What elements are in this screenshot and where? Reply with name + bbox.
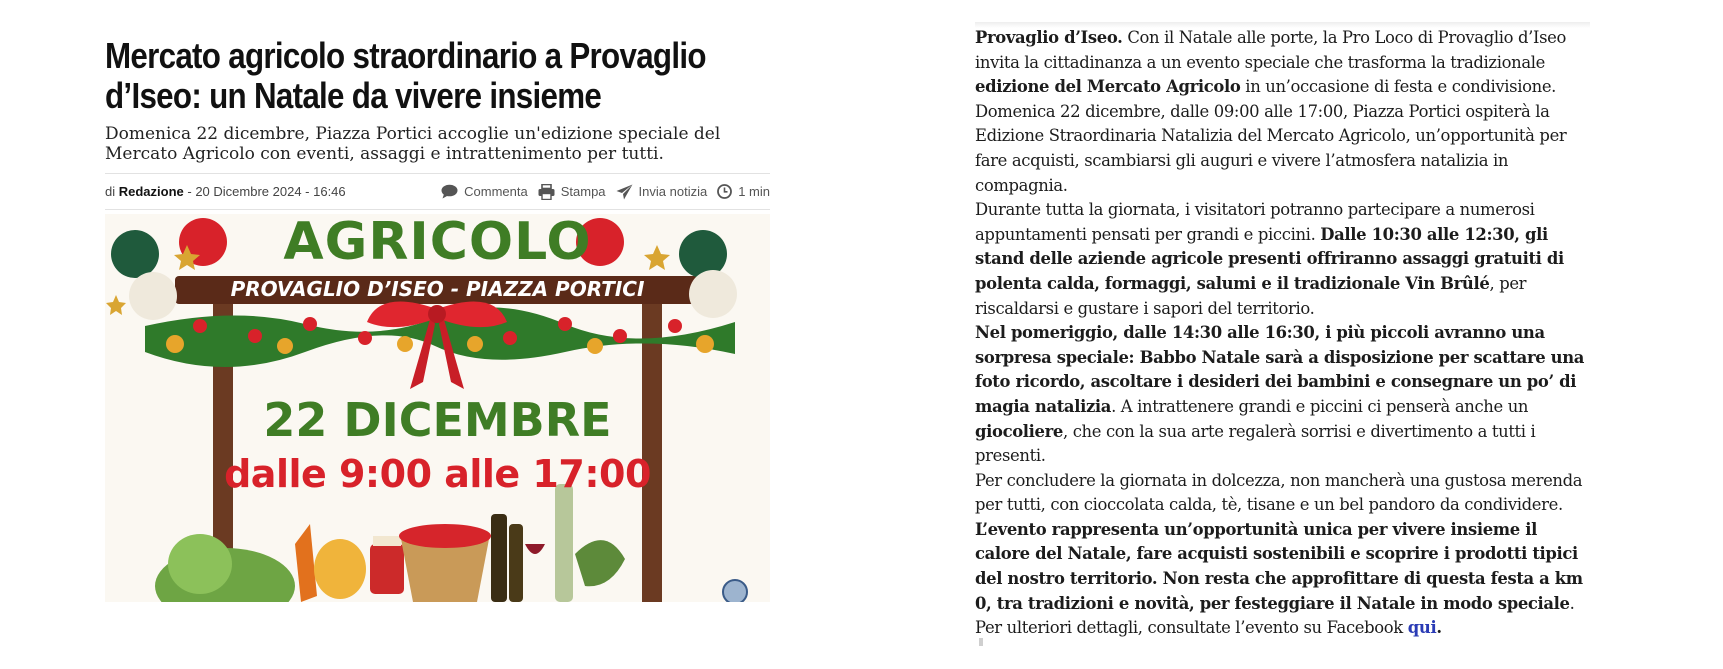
intro-text-b: in un’occasione di festa e condivisione. (1240, 77, 1557, 97)
send-news-label: Invia notizia (638, 184, 708, 199)
divider-mark (979, 638, 983, 646)
schedule-bold: Dalle 10:30 alle 12:30, gli stand delle aziende agricole presenti offriranno assaggi gratuiti di polenta calda, formaggi, salumi e il tradizionale Vin Brûlé (975, 224, 1564, 293)
article-meta-bar (105, 173, 770, 210)
summary-bold: L’evento rappresenta un’opportunità unica per vivere insieme il calore del Natale, fare acquisti sostenibili e scoprire i prodotti tipici del nostro territorio. Non resta che approfittare di questa festa a km 0, tra tradizioni e novità, per festeggiare il Natale in modo speciale (975, 519, 1583, 613)
publish-date: - 20 Dicembre 2024 - 16:46 (187, 184, 346, 199)
location-lead: Provaglio d’Iseo. (975, 28, 1123, 47)
afternoon-bold-b: giocoliere (975, 421, 1063, 441)
byline-prefix: di (105, 184, 116, 199)
page-title: Mercato agricolo straordinario a Provaglio d’Iseo: un Natale da vivere insieme (105, 35, 706, 116)
facebook-link[interactable]: qui (1407, 618, 1437, 638)
read-time-label: 1 min (738, 184, 770, 199)
read-time (717, 184, 770, 199)
hero-title-text: AGRICOLO (283, 214, 592, 272)
article-actions (441, 184, 770, 200)
print-label: Stampa (560, 184, 606, 199)
article-body (975, 26, 1590, 641)
send-icon (616, 184, 633, 200)
afternoon-text-b: , che con la sua arte regalerà sorrisi e divertimento a tutti i presenti. (975, 421, 1536, 466)
author-link[interactable]: Redazione (118, 184, 184, 199)
comment-button[interactable] (441, 184, 528, 199)
byline (105, 184, 346, 199)
article-header (105, 36, 770, 602)
comment-icon (441, 184, 458, 199)
schedule-text-a: Durante tutta la giornata, i visitatori potranno partecipare a numerosi appuntamenti pensati per grandi e piccini. (975, 200, 1535, 244)
paragraph-date: Domenica 22 dicembre, dalle 09:00 alle 17:00, Piazza Portici ospiterà la Edizione Straordinaria Natalizia del Mercato Agricolo, un’opportunità per fare acquisti, scambiarsi gli auguri e vivere l’atmosfera natalizia in compagnia. (975, 101, 1567, 195)
paragraph-details (975, 616, 1590, 641)
paragraph-summary (975, 518, 1590, 616)
afternoon-text-a: . A intrattenere grandi e piccini ci penserà anche un (1111, 396, 1529, 416)
afternoon-bold-a: Nel pomeriggio, dalle 14:30 alle 16:30, i più piccoli avranno una sorpresa speciale: Babbo Natale sarà a disposizione per scattare una foto ricordo, ascoltare i desideri dei bambini e consegnare un po’ di magia natalizia (975, 323, 1585, 416)
article-subtitle: Domenica 22 dicembre, Piazza Portici accoglie un'edizione speciale del Mercato Agricolo con eventi, assaggi e intrattenimento per tutti. (105, 124, 721, 164)
intro-text-a: Con il Natale alle porte, la Pro Loco di Provaglio d’Iseo invita la cittadinanza a un evento speciale che trasforma la tradizionale (975, 28, 1567, 72)
summary-end: . (1569, 593, 1575, 613)
hero-date-text: 22 DICEMBRE (263, 393, 612, 447)
paragraph-intro (975, 26, 1590, 100)
print-icon (538, 184, 555, 200)
paragraph-snack: Per concludere la giornata in dolcezza, non mancherà una gustosa merenda per tutti, con cioccolata calda, tè, tisane e un bel pandoro da condividere. (975, 470, 1583, 515)
send-news-button[interactable] (616, 184, 708, 200)
hero-place-text: PROVAGLIO D’ISEO - PIAZZA PORTICI (230, 277, 645, 301)
intro-bold-b: edizione del Mercato Agricolo (975, 77, 1241, 97)
print-button[interactable] (538, 184, 606, 200)
hero-time-text: dalle 9:00 alle 17:00 (224, 452, 651, 496)
comment-label: Commenta (464, 184, 528, 199)
hero-image[interactable] (105, 214, 770, 602)
paragraph-afternoon (975, 321, 1590, 469)
clock-icon (717, 184, 732, 199)
paragraph-schedule (975, 198, 1590, 321)
schedule-text-b: , per riscaldarsi e gustare i sapori del territorio. (975, 273, 1527, 318)
details-end: . (1436, 618, 1442, 638)
details-text: Per ulteriori dettagli, consultate l’evento su Facebook (975, 618, 1408, 638)
